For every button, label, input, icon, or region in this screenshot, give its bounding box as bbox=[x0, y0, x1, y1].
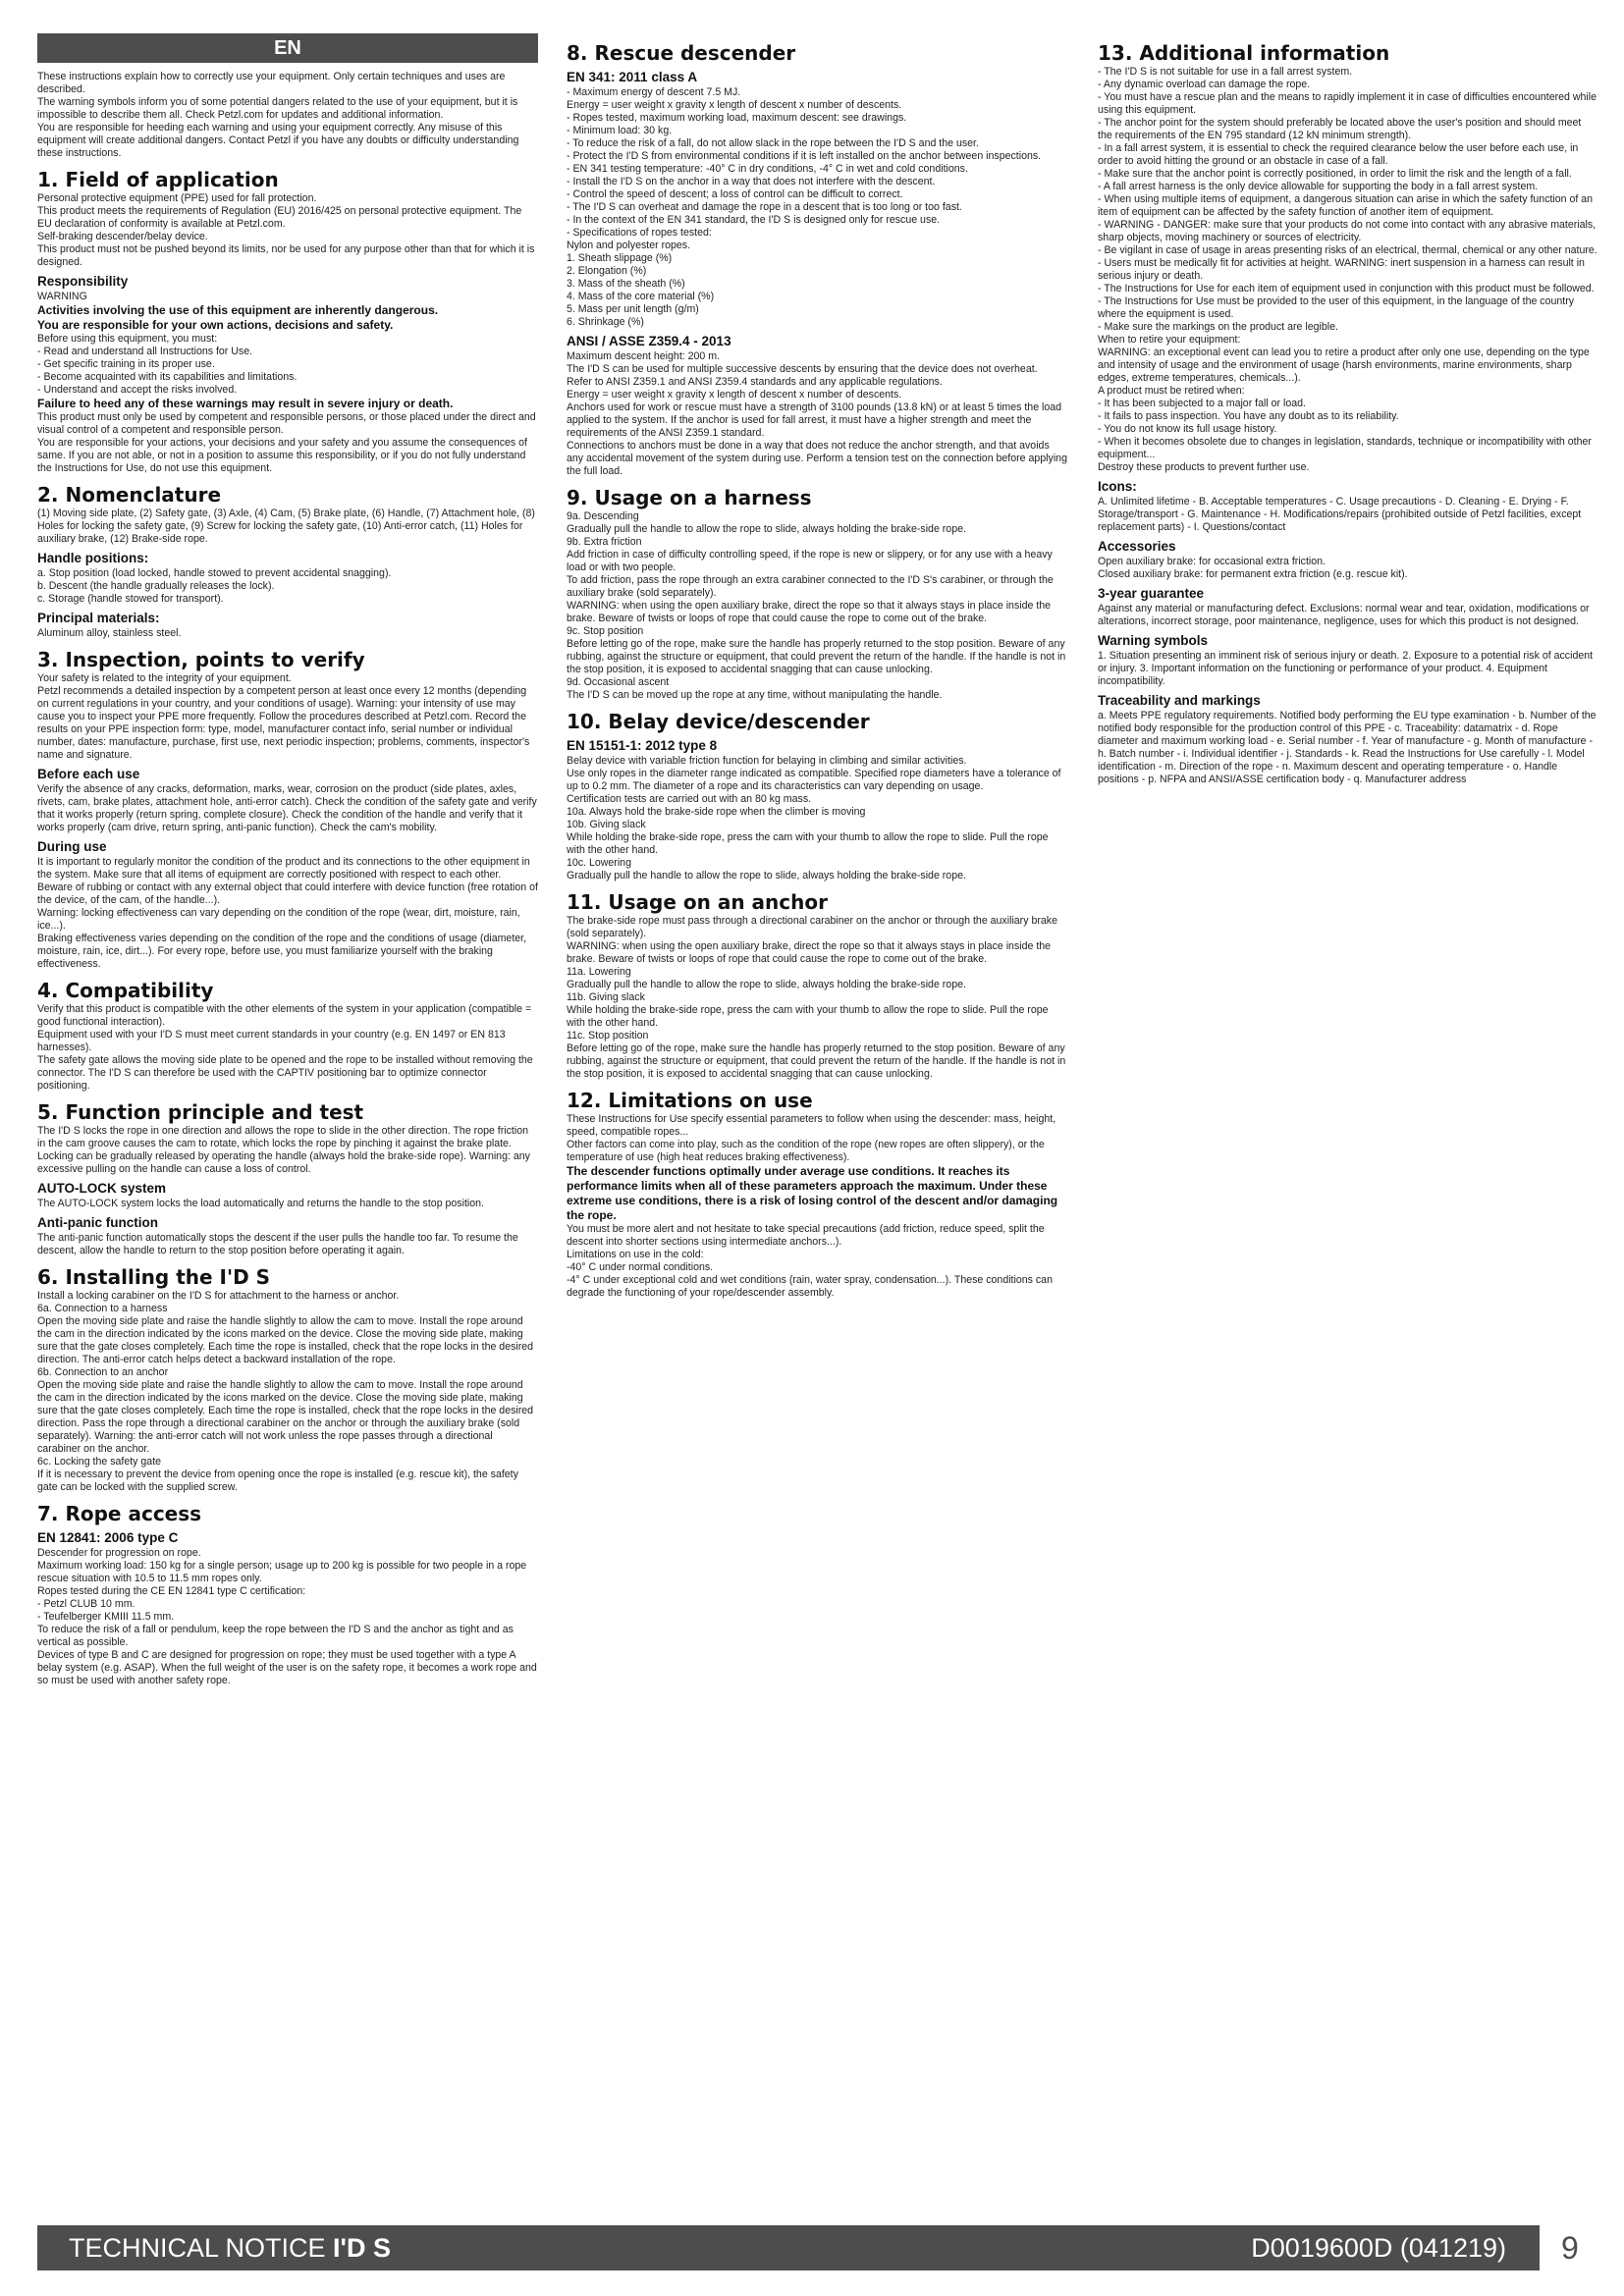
column-1-content bbox=[37, 71, 538, 1687]
section-heading: 1. Field of application bbox=[37, 168, 279, 191]
subsection-heading: AUTO-LOCK system bbox=[37, 1181, 167, 1196]
subsection-heading: Anti-panic function bbox=[37, 1215, 158, 1230]
footer-bar bbox=[37, 2225, 1540, 2270]
section-heading: 4. Compatibility bbox=[37, 979, 214, 1002]
paragraph: Belay device with variable friction function for belaying in climbing and similar activities. Use only ropes in the diameter range indicated as compatible. Specified rope diameters have a tolerance of up to 0.2 mm. The diameter of a rope and its characteristics can vary depending on usage. Certification tests are carried out with an 80 kg mass. 10a. Always hold the brake-side rope when the climber is moving 10b. Giving slack While holding the brake-side rope, press the cam with your thumb to allow the rope to slide. Pull the rope with the other hand. 10c. Lowering Gradually pull the handle to allow the rope to slide, always holding the brake-side rope. bbox=[567, 755, 1061, 881]
section-heading: 3. Inspection, points to verify bbox=[37, 648, 365, 671]
subsection-heading: During use bbox=[37, 839, 107, 854]
paragraph: This product must only be used by competent and responsible persons, or those placed under the direct and visual control of a competent and responsible person. You are responsible for your actions, your decisions and your safety and you assume the consequences of same. If you are not able, or not in a position to assume this responsibility, or if you do not fully understand the Instructions for Use, do not use this equipment. bbox=[37, 411, 536, 474]
paragraph: Maximum descent height: 200 m. The I'D S can be used for multiple successive descents by ensuring that the device does not overheat. Refer to ANSI Z359.1 and ANSI Z359.4 standards and any applicable regulations. Energy = user weight x gravity x length of descent x number of descents. Anchors used for work or rescue must have a strength of 3100 pounds (13.8 kN) or at least 5 times the load applied to the system. If the anchor is used for fall arrest, it must have a higher strength and meet the requirements of the ANSI Z359.1 standard. Connections to anchors must be done in a way that does not reduce the anchor strength, and that avoids any accidental movement of the system during use. Perform a tension test on the connection before applying the full load. bbox=[567, 350, 1067, 477]
subsection-heading: ANSI / ASSE Z359.4 - 2013 bbox=[567, 334, 731, 348]
subsection-heading: Accessories bbox=[1098, 539, 1176, 554]
paragraph: You must be more alert and not hesitate to take special precautions (add friction, reduce speed, split the descent into shorter sections using intermediate anchors...). Limitations on use in the cold: -40° C under normal conditions. -4° C under exceptional cold and wet conditions (rain, water spray, condensation...). These conditions can degrade the functioning of your rope/descender assembly. bbox=[567, 1223, 1053, 1299]
paragraph: a. Stop position (load locked, handle stowed to prevent accidental snagging). b. Descent (the handle gradually releases the lock). c. Storage (handle stowed for transport). bbox=[37, 567, 392, 605]
paragraph: Verify the absence of any cracks, deformation, marks, wear, corrosion on the product (side plates, axles, rivets, cam, brake plates, attachment hole, anti-error catch). Check the condition of the safety gate and verify that it works properly (return spring, complete closure). Check the condition of the handle and verify that it works properly (cam drive, return spring, anti-panic function). Check the cam's mobility. bbox=[37, 783, 537, 833]
paragraph: A. Unlimited lifetime - B. Acceptable temperatures - C. Usage precautions - D. Cleaning - E. Drying - F. Storage/transport - G. Maintenance - H. Modifications/repairs (prohibited outside of Petzl facilities, except replacement parts) - I. Questions/contact bbox=[1098, 496, 1582, 533]
footer-title-product: I'D S bbox=[333, 2233, 391, 2263]
paragraph: WARNING bbox=[37, 291, 87, 302]
footer-title-light: TECHNICAL NOTICE bbox=[69, 2233, 334, 2263]
paragraph: Personal protective equipment (PPE) used for fall protection. This product meets the requirements of Regulation (EU) 2016/425 on personal protective equipment. The EU declaration of conformity is available at Petzl.com. Self-braking descender/belay device. This product must not be pushed beyond its limits, nor be used for any purpose other than that for which it is designed. bbox=[37, 192, 535, 268]
paragraph: 1. Situation presenting an imminent risk of serious injury or death. 2. Exposure to a potential risk of accident or injury. 3. Important information on the functioning or performance of your product. 4. Equipment incompatibility. bbox=[1098, 650, 1594, 687]
column-2 bbox=[567, 33, 1067, 1300]
section-heading: 12. Limitations on use bbox=[567, 1089, 813, 1112]
subsection-heading: Handle positions: bbox=[37, 551, 149, 565]
subsection-heading: EN 341: 2011 class A bbox=[567, 70, 698, 84]
section-heading: 2. Nomenclature bbox=[37, 483, 222, 507]
paragraph: a. Meets PPE regulatory requirements. Notified body performing the EU type examination - b. Number of the notified body responsible for the production control of this PPE - c. Traceability: datamatrix - d. Rope diameter and maximum working load - e. Serial number - f. Year of manufacture - g. Month of manufacture - h. Batch number - i. Individual identifier - j. Standards - k. Read the Instructions for Use carefully - l. Model identification - m. Direction of the rope - n. Maximum descent and operating temperature - o. Handle positions - p. NFPA and ANSI/ASSE certification body - q. Manufacturer address bbox=[1098, 710, 1597, 785]
subsection-heading: Warning symbols bbox=[1098, 633, 1209, 648]
paragraph: Against any material or manufacturing defect. Exclusions: normal wear and tear, oxidation, modifications or alterations, incorrect storage, poor maintenance, negligence, uses for which this product is not designed. bbox=[1098, 603, 1590, 627]
paragraph: The AUTO-LOCK system locks the load automatically and returns the handle to the stop position. bbox=[37, 1198, 484, 1209]
paragraph: Verify that this product is compatible with the other elements of the system in your application (compatible = good functional interaction). Equipment used with your I'D S must meet current standards in your country (e.g. EN 1497 or EN 813 harnesses). The safety gate allows the moving side plate to be opened and the rope to be installed without removing the connector. The I'D S can therefore be used with the CAPTIV positioning bar to optimize connector positioning. bbox=[37, 1003, 533, 1092]
paragraph: Your safety is related to the integrity of your equipment. Petzl recommends a detailed inspection by a competent person at least once every 12 months (depending on current regulations in your country, and your conditions of usage). Warning: your intensity of use may cause you to inspect your PPE more frequently. Follow the procedures described at Petzl.com. Record the results on your PPE inspection form: type, model, manufacturer contact info, serial number or individual number, dates: manufacture, purchase, first use, next periodic inspection; problems, comments, inspector's name and signature. bbox=[37, 672, 530, 761]
section-heading: 8. Rescue descender bbox=[567, 41, 796, 65]
section-heading: 11. Usage on an anchor bbox=[567, 890, 828, 914]
section-heading: 6. Installing the I'D S bbox=[37, 1265, 271, 1289]
page-number: 9 bbox=[1561, 2230, 1579, 2266]
subsection-heading: Traceability and markings bbox=[1098, 693, 1261, 708]
section-heading: 13. Additional information bbox=[1098, 41, 1390, 65]
subsection-heading: EN 15151-1: 2012 type 8 bbox=[567, 738, 718, 753]
column-3 bbox=[1098, 33, 1598, 786]
bold-paragraph: Activities involving the use of this equipment are inherently dangerous. You are responsible for your own actions, decisions and safety. bbox=[37, 303, 439, 332]
section-heading: 10. Belay device/descender bbox=[567, 710, 870, 733]
section-heading: 7. Rope access bbox=[37, 1502, 202, 1525]
paragraph: The I'D S locks the rope in one direction and allows the rope to slide in the other direction. The rope friction in the cam groove causes the cam to rotate, which locks the rope by pinching it against the brake plate. Locking can be gradually released by operating the handle (always hold the brake-side rope). Warning: any excessive pulling on the handle can cause a loss of control. bbox=[37, 1125, 530, 1175]
paragraph: These instructions explain how to correctly use your equipment. Only certain techniques and uses are described. The warning symbols inform you of some potential dangers related to the use of your equipment, but it is impossible to describe them all. Check Petzl.com for updates and additional information. You are responsible for heeding each warning and using your equipment correctly. Any misuse of this equipment will create additional dangers. Contact Petzl if you have any doubts or difficulty understanding these instructions. bbox=[37, 71, 519, 159]
subsection-heading: Responsibility bbox=[37, 274, 129, 289]
subsection-heading: Before each use bbox=[37, 767, 140, 781]
subsection-heading: EN 12841: 2006 type C bbox=[37, 1530, 179, 1545]
paragraph: The anti-panic function automatically stops the descent if the user pulls the handle too far. To resume the descent, allow the handle to return to the stop position before operating it again. bbox=[37, 1232, 518, 1256]
paragraph: These Instructions for Use specify essential parameters to follow when using the descender: mass, height, speed, compatible ropes... Other factors can come into play, such as the condition of the rope (new ropes are often slippery), or the temperature of use (high heat reduces braking effectiveness). bbox=[567, 1113, 1056, 1163]
section-heading: 9. Usage on a harness bbox=[567, 486, 812, 509]
bold-paragraph: The descender functions optimally under average use conditions. It reaches its performance limits when all of these parameters approach the maximum. Under these extreme use conditions, there is a risk of losing control of the descent and/or damaging the rope. bbox=[567, 1164, 1058, 1222]
paragraph: - Maximum energy of descent 7.5 MJ. Energy = user weight x gravity x length of descent x number of descents. - Ropes tested, maximum working load, maximum descent: see drawings. - Minimum load: 30 kg. - To reduce the risk of a fall, do not allow slack in the rope between the I'D S and the user. - Protect the I'D S from environmental conditions if it is left installed on the anchor between inspections. - EN 341 testing temperature: -40° C in dry conditions, -4° C in wet and cold conditions. - Install the I'D S on the anchor in a way that does not interfere with the descent. - Control the speed of descent; a loss of control can be difficult to correct. - The I'D S can overheat and damage the rope in a descent that is too long or too fast. - In the context of the EN 341 standard, the I'D S is designed only for rescue use. - Specifications of ropes tested: Nylon and polyester ropes. 1. Sheath slippage (%) 2. Elongation (%) 3. Mass of the sheath (%) 4. Mass of the core material (%) 5. Mass per unit length (g/m) 6. Shrinkage (%) bbox=[567, 86, 1042, 328]
paragraph: - The I'D S is not suitable for use in a fall arrest system. - Any dynamic overload can damage the rope. - You must have a rescue plan and the means to rapidly implement it in case of difficulties encountered while using this equipment. - The anchor point for the system should preferably be located above the user's position and should meet the requirements of the EN 795 standard (12 kN minimum strength). - In a fall arrest system, it is essential to check the required clearance below the user before each use, in order to avoid hitting the ground or an obstacle in case of a fall. - Make sure that the anchor point is correctly positioned, in order to limit the risk and the length of a fall. - A fall arrest harness is the only device allowable for supporting the body in a fall arrest system. - When using multiple items of equipment, a dangerous situation can arise in which the safety function of an item of equipment can be affected by the safety function of another item of equipment. - WARNING - DANGER: make sure that your products do not come into contact with any abrasive materials, sharp objects, moving machinery or sources of electricity. - Be vigilant in case of usage in areas presenting risks of an electrical, thermal, chemical or any other nature. - Users must be medically fit for activities at height. WARNING: inert suspension in a harness can result in serious injury or death. - The Instructions for Use for each item of equipment used in conjunction with this product must be followed. - The Instructions for Use must be provided to the user of this equipment, in the language of the country where the equipment is used. - Make sure the markings on the product are legible. When to retire your equipment: WARNING: an exceptional event can lead you to retire a product after only one use, depending on the type and intensity of usage and the environment of usage (harsh environments, marine environments, sharp edges, extreme temperatures, chemicals...). A product must be retired when: - It has been subjected to a major fall or load. - It fails to pass inspection. You have any doubt as to its reliability. - You do not know its full usage history. - When it becomes obsolete due to changes in legislation, standards, technique or incompatibility with other equipment... Destroy these products to prevent further use. bbox=[1098, 66, 1597, 473]
paragraph: It is important to regularly monitor the condition of the product and its connections to the other equipment in the system. Make sure that all items of equipment are correctly positioned with respect to each other. Beware of rubbing or contact with any external object that could interfere with device function (free rotation of the device, of the cam, of the handle...). Warning: locking effectiveness can vary depending on the condition of the rope (wear, dirt, moisture, rain, ice...). Braking effectiveness varies depending on the condition of the rope and the conditions of usage (diameter, moisture, rain, ice, dirt...). For every rope, before use, you must familiarize yourself with the braking effectiveness. bbox=[37, 856, 538, 970]
footer-doc-ref: D0019600D (041219) bbox=[1251, 2233, 1506, 2263]
subsection-heading: Principal materials: bbox=[37, 611, 160, 625]
paragraph: Open auxiliary brake: for occasional extra friction. Closed auxiliary brake: for permanent extra friction (e.g. rescue kit). bbox=[1098, 556, 1408, 580]
paragraph: 9a. Descending Gradually pull the handle to allow the rope to slide, always holding the brake-side rope. 9b. Extra friction Add friction in case of difficulty controlling speed, if the rope is new or slippery, or for any use with a heavy load or with two people. To add friction, pass the rope through an extra carabiner connected to the I'D S's carabiner, or through the auxiliary brake (sold separately). WARNING: when using the open auxiliary brake, direct the rope so that it always stays in place inside the brake. Beware of twists or loops of rope that could cause the rope to come out of the brake. 9c. Stop position Before letting go of the rope, make sure the handle has properly returned to the stop position. Beware of any rubbing, against the structure or equipment, that could prevent the return of the handle. If the handle is not in the stop position, it is exposed to accidental snagging that can cause unlocking. 9d. Occasional ascent The I'D S can be moved up the rope at any time, without manipulating the handle. bbox=[567, 510, 1066, 701]
column-3-content bbox=[1098, 41, 1598, 786]
paragraph: Before using this equipment, you must: - Read and understand all Instructions for Use. - Get specific training in its proper use. - Become acquainted with its capabilities and limitations. - Understand and accept the risks involved. bbox=[37, 333, 298, 396]
paragraph: Aluminum alloy, stainless steel. bbox=[37, 627, 182, 639]
footer-title bbox=[69, 2225, 391, 2270]
bold-paragraph: Failure to heed any of these warnings may result in severe injury or death. bbox=[37, 397, 454, 410]
column-2-content bbox=[567, 41, 1067, 1300]
language-tab: EN bbox=[37, 33, 538, 63]
paragraph: The brake-side rope must pass through a directional carabiner on the anchor or through the auxiliary brake (sold separately). WARNING: when using the open auxiliary brake, direct the rope so that it always stays in place inside the brake. Beware of twists or loops of rope that could cause the rope to come out of the brake. 11a. Lowering Gradually pull the handle to allow the rope to slide, always holding the brake-side rope. 11b. Giving slack While holding the brake-side rope, press the cam with your thumb to allow the rope to slide. Pull the rope with the other hand. 11c. Stop position Before letting go of the rope, make sure the handle has properly returned to the stop position. Beware of any rubbing, against the structure or equipment, that could prevent the return of the handle. If the handle is not in the stop position, it is exposed to accidental snagging that can cause unlocking. bbox=[567, 915, 1066, 1080]
paragraph: Install a locking carabiner on the I'D S for attachment to the harness or anchor. 6a. Connection to a harness Open the moving side plate and raise the handle slightly to allow the cam to move. Install the rope around the cam in the direction indicated by the icons marked on the device. Close the moving side plate, making sure that the gate closes completely. Each time the rope is installed, check that the rope locks in the desired direction. The anti-error catch helps detect a backward installation of the rope. 6b. Connection to an anchor Open the moving side plate and raise the handle slightly to allow the cam to move. Install the rope around the cam in the direction indicated by the icons marked on the device. Close the moving side plate, making sure that the gate closes completely. Each time the rope is installed, check that the rope locks in the desired direction. Pass the rope through a directional carabiner on the anchor or through the auxiliary brake (sold separately). Warning: the anti-error catch will not work unless the rope passes through a directional carabiner on the anchor. 6c. Locking the safety gate If it is necessary to prevent the device from opening once the rope is installed (e.g. rescue kit), the safety gate can be locked with the supplied screw. bbox=[37, 1290, 534, 1493]
column-1 bbox=[37, 33, 538, 1687]
section-heading: 5. Function principle and test bbox=[37, 1100, 364, 1124]
paragraph: (1) Moving side plate, (2) Safety gate, (3) Axle, (4) Cam, (5) Brake plate, (6) Handle, (7) Attachment hole, (8) Holes for locking the safety gate, (9) Screw for locking the safety gate, (10) Anti-error catch, (11) Holes for auxiliary brake, (12) Brake-side rope. bbox=[37, 507, 535, 545]
paragraph: Descender for progression on rope. Maximum working load: 150 kg for a single person; usage up to 200 kg is possible for two people in a rope rescue situation with 10.5 to 11.5 mm ropes only. Ropes tested during the CE EN 12841 type C certification: - Petzl CLUB 10 mm. - Teufelberger KMIII 11.5 mm. To reduce the risk of a fall or pendulum, keep the rope between the I'D S and the anchor as tight and as vertical as possible. Devices of type B and C are designed for progression on rope; they must be used together with a type A belay system (e.g. ASAP). When the full weight of the user is on the safety rope, it becomes a work rope and so must be used with another safety rope. bbox=[37, 1547, 537, 1686]
subsection-heading: Icons: bbox=[1098, 479, 1137, 494]
subsection-heading: 3-year guarantee bbox=[1098, 586, 1205, 601]
